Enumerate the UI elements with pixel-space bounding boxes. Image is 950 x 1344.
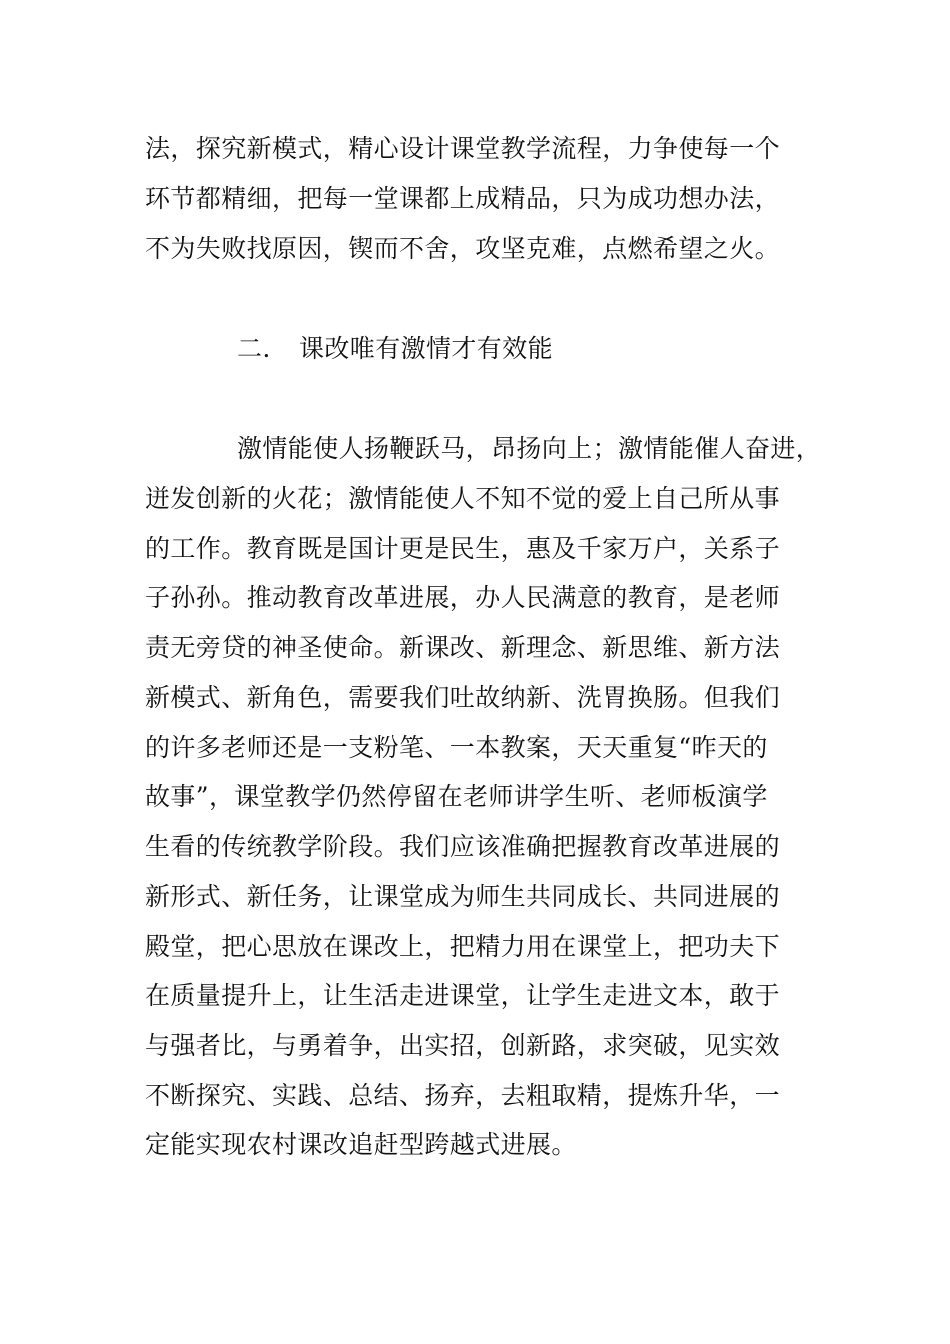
paragraph-2-line-7: 的许多老师还是一支粉笔、一本教案，天天重复“昨天的	[145, 733, 768, 762]
paragraph-2-line-6: 新模式、新角色，需要我们吐故纳新、洗胃换肠。但我们	[145, 683, 781, 712]
section-heading	[237, 334, 553, 364]
paragraph-2-line-4: 子孙孙。推动教育改革进展，办人民满意的教育，是老师	[145, 583, 781, 612]
paragraph-2-line-5: 责无旁贷的神圣使命。新课改、新理念、新思维、新方法	[145, 633, 781, 662]
paragraph-2-line-11: 殿堂，把心思放在课改上，把精力用在课堂上，把功夫下	[145, 932, 781, 961]
paragraph-2-line-14: 不断探究、实践、总结、扬弃，去粗取精，提炼升华，一	[145, 1081, 781, 1110]
paragraph-2-line-1: 激情能使人扬鞭跃马，昂扬向上；激情能催人奋进，	[237, 434, 822, 463]
paragraph-2-line-10: 新形式、新任务，让课堂成为师生共同成长、共同进展的	[145, 882, 781, 911]
section-title: 课改唯有激情才有效能	[299, 334, 554, 363]
paragraph-2-line-9: 生看的传统教学阶段。我们应该准确把握教育改革进展的	[145, 832, 781, 861]
section-number: 二.	[237, 334, 271, 363]
paragraph-2-line-12: 在质量提升上，让生活走进课堂，让学生走进文本，敢于	[145, 981, 781, 1010]
paragraph-1-line-3: 不为失败找原因，锲而不舍，攻坚克难，点燃希望之火。	[145, 234, 781, 263]
paragraph-2-line-8: 故事”，课堂教学仍然停留在老师讲学生听、老师板演学	[145, 782, 768, 811]
paragraph-1-line-1: 法，探究新模式，精心设计课堂教学流程，力争使每一个	[145, 134, 781, 163]
paragraph-2-line-13: 与强者比，与勇着争，出实招，创新路，求突破，见实效	[145, 1031, 781, 1060]
paragraph-2-line-2: 迸发创新的火花；激情能使人不知不觉的爱上自己所从事	[145, 484, 781, 513]
paragraph-1-line-2: 环节都精细，把每一堂课都上成精品，只为成功想办法，	[145, 184, 781, 213]
paragraph-2-line-15: 定能实现农村课改追赶型跨越式进展。	[145, 1130, 577, 1159]
paragraph-2-line-3: 的工作。教育既是国计更是民生，惠及千家万户，关系子	[145, 534, 781, 563]
